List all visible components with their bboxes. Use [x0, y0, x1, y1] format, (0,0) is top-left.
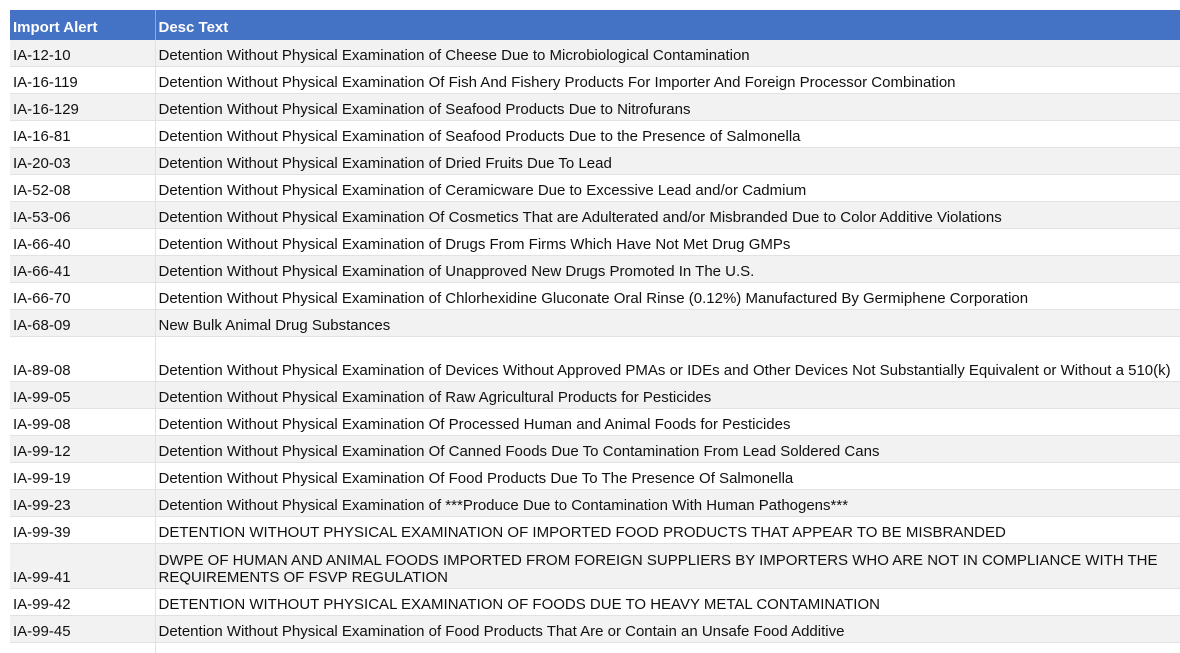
header-row: [10, 10, 1180, 40]
table-row: [10, 94, 1180, 121]
cell-import-alert[interactable]: IA-20-03: [10, 148, 155, 175]
cell-desc-text[interactable]: Detention Without Physical Examination of Devices Without Approved PMAs or IDEs and Other Devices Not Substantially Equivalent or Without a 510(k): [155, 337, 1180, 382]
cell-desc-text[interactable]: Detention Without Physical Examination of Drugs From Firms Which Have Not Met Drug GMPs: [155, 229, 1180, 256]
cell-import-alert[interactable]: IA-99-41: [10, 544, 155, 589]
cell-import-alert[interactable]: IA-99-05: [10, 382, 155, 409]
cell-desc-text[interactable]: Detention Without Physical Examination of Seafood Products Due to Nitrofurans: [155, 94, 1180, 121]
cell-import-alert[interactable]: IA-89-08: [10, 337, 155, 382]
cell-desc-text[interactable]: Detention Without Physical Examination of Chlorhexidine Gluconate Oral Rinse (0.12%) Manufactured By Germiphene Corporation: [155, 283, 1180, 310]
table-row: [10, 589, 1180, 616]
cell-desc-text[interactable]: Detention Without Physical Examination Of Canned Foods Due To Contamination From Lead Soldered Cans: [155, 436, 1180, 463]
cell-desc-text[interactable]: New Bulk Animal Drug Substances: [155, 310, 1180, 337]
header-desc-text[interactable]: Desc Text: [155, 10, 1180, 40]
cell-desc-text[interactable]: Detention Without Physical Examination Of Cosmetics That are Adulterated and/or Misbranded Due to Color Additive Violations: [155, 202, 1180, 229]
cell-desc-text[interactable]: Detention Without Physical Examination of Food Products That Are or Contain an Unsafe Food Additive: [155, 616, 1180, 643]
table-row: [10, 148, 1180, 175]
table-row: [10, 544, 1180, 589]
table-row: [10, 337, 1180, 382]
cell-desc-text[interactable]: DWPE OF HUMAN AND ANIMAL FOODS IMPORTED FROM FOREIGN SUPPLIERS BY IMPORTERS WHO ARE NOT IN COMPLIANCE WITH THE REQUIREMENTS OF FSVP REGULATION: [155, 544, 1180, 589]
table-row: [10, 202, 1180, 229]
cell-desc-text[interactable]: Detention Without Physical Examination of Seafood Products Due to the Presence of Salmonella: [155, 121, 1180, 148]
table-row: [10, 409, 1180, 436]
cell-desc-text[interactable]: Detention Without Physical Examination Of Processed Human and Animal Foods for Pesticides: [155, 409, 1180, 436]
table-row: [10, 283, 1180, 310]
cell-desc-text[interactable]: Detention Without Physical Examination Of Fish And Fishery Products For Importer And Foreign Processor Combination: [155, 67, 1180, 94]
cell-import-alert[interactable]: IA-66-70: [10, 283, 155, 310]
table-row: [10, 121, 1180, 148]
cell-desc-text[interactable]: Detention Without Physical Examination Of Food Products Due To The Presence Of Salmonella: [155, 463, 1180, 490]
table-row: [10, 463, 1180, 490]
empty-row: [10, 643, 1180, 653]
cell-import-alert[interactable]: IA-99-42: [10, 589, 155, 616]
table-row: [10, 382, 1180, 409]
cell-import-alert[interactable]: IA-16-119: [10, 67, 155, 94]
cell-import-alert[interactable]: IA-16-129: [10, 94, 155, 121]
cell-desc-text[interactable]: Detention Without Physical Examination of ***Produce Due to Contamination With Human Pathogens***: [155, 490, 1180, 517]
table-row: [10, 490, 1180, 517]
table-row: [10, 175, 1180, 202]
cell-import-alert[interactable]: IA-66-41: [10, 256, 155, 283]
cell-desc-text[interactable]: Detention Without Physical Examination of Ceramicware Due to Excessive Lead and/or Cadmium: [155, 175, 1180, 202]
cell-desc-text[interactable]: DETENTION WITHOUT PHYSICAL EXAMINATION OF FOODS DUE TO HEAVY METAL CONTAMINATION: [155, 589, 1180, 616]
cell-import-alert[interactable]: IA-99-08: [10, 409, 155, 436]
cell-import-alert[interactable]: IA-99-19: [10, 463, 155, 490]
table-row: [10, 229, 1180, 256]
cell-import-alert[interactable]: IA-12-10: [10, 40, 155, 67]
table-row: [10, 517, 1180, 544]
table-row: [10, 436, 1180, 463]
cell-desc-text[interactable]: DETENTION WITHOUT PHYSICAL EXAMINATION OF IMPORTED FOOD PRODUCTS THAT APPEAR TO BE MISBRANDED: [155, 517, 1180, 544]
empty-cell[interactable]: [10, 643, 155, 653]
table-row: [10, 67, 1180, 94]
cell-import-alert[interactable]: IA-99-45: [10, 616, 155, 643]
import-alert-table: [10, 10, 1180, 653]
table-row: [10, 256, 1180, 283]
cell-import-alert[interactable]: IA-99-12: [10, 436, 155, 463]
header-import-alert[interactable]: Import Alert: [10, 10, 155, 40]
cell-import-alert[interactable]: IA-16-81: [10, 121, 155, 148]
cell-desc-text[interactable]: Detention Without Physical Examination of Dried Fruits Due To Lead: [155, 148, 1180, 175]
cell-import-alert[interactable]: IA-99-39: [10, 517, 155, 544]
spreadsheet-sheet: [10, 10, 1180, 653]
cell-desc-text[interactable]: Detention Without Physical Examination of Raw Agricultural Products for Pesticides: [155, 382, 1180, 409]
table-body: [10, 40, 1180, 653]
empty-cell[interactable]: [155, 643, 1180, 653]
cell-import-alert[interactable]: IA-52-08: [10, 175, 155, 202]
cell-desc-text[interactable]: Detention Without Physical Examination of Cheese Due to Microbiological Contamination: [155, 40, 1180, 67]
cell-import-alert[interactable]: IA-53-06: [10, 202, 155, 229]
cell-import-alert[interactable]: IA-99-23: [10, 490, 155, 517]
table-row: [10, 616, 1180, 643]
table-row: [10, 310, 1180, 337]
cell-desc-text[interactable]: Detention Without Physical Examination of Unapproved New Drugs Promoted In The U.S.: [155, 256, 1180, 283]
table-row: [10, 40, 1180, 67]
cell-import-alert[interactable]: IA-66-40: [10, 229, 155, 256]
cell-import-alert[interactable]: IA-68-09: [10, 310, 155, 337]
